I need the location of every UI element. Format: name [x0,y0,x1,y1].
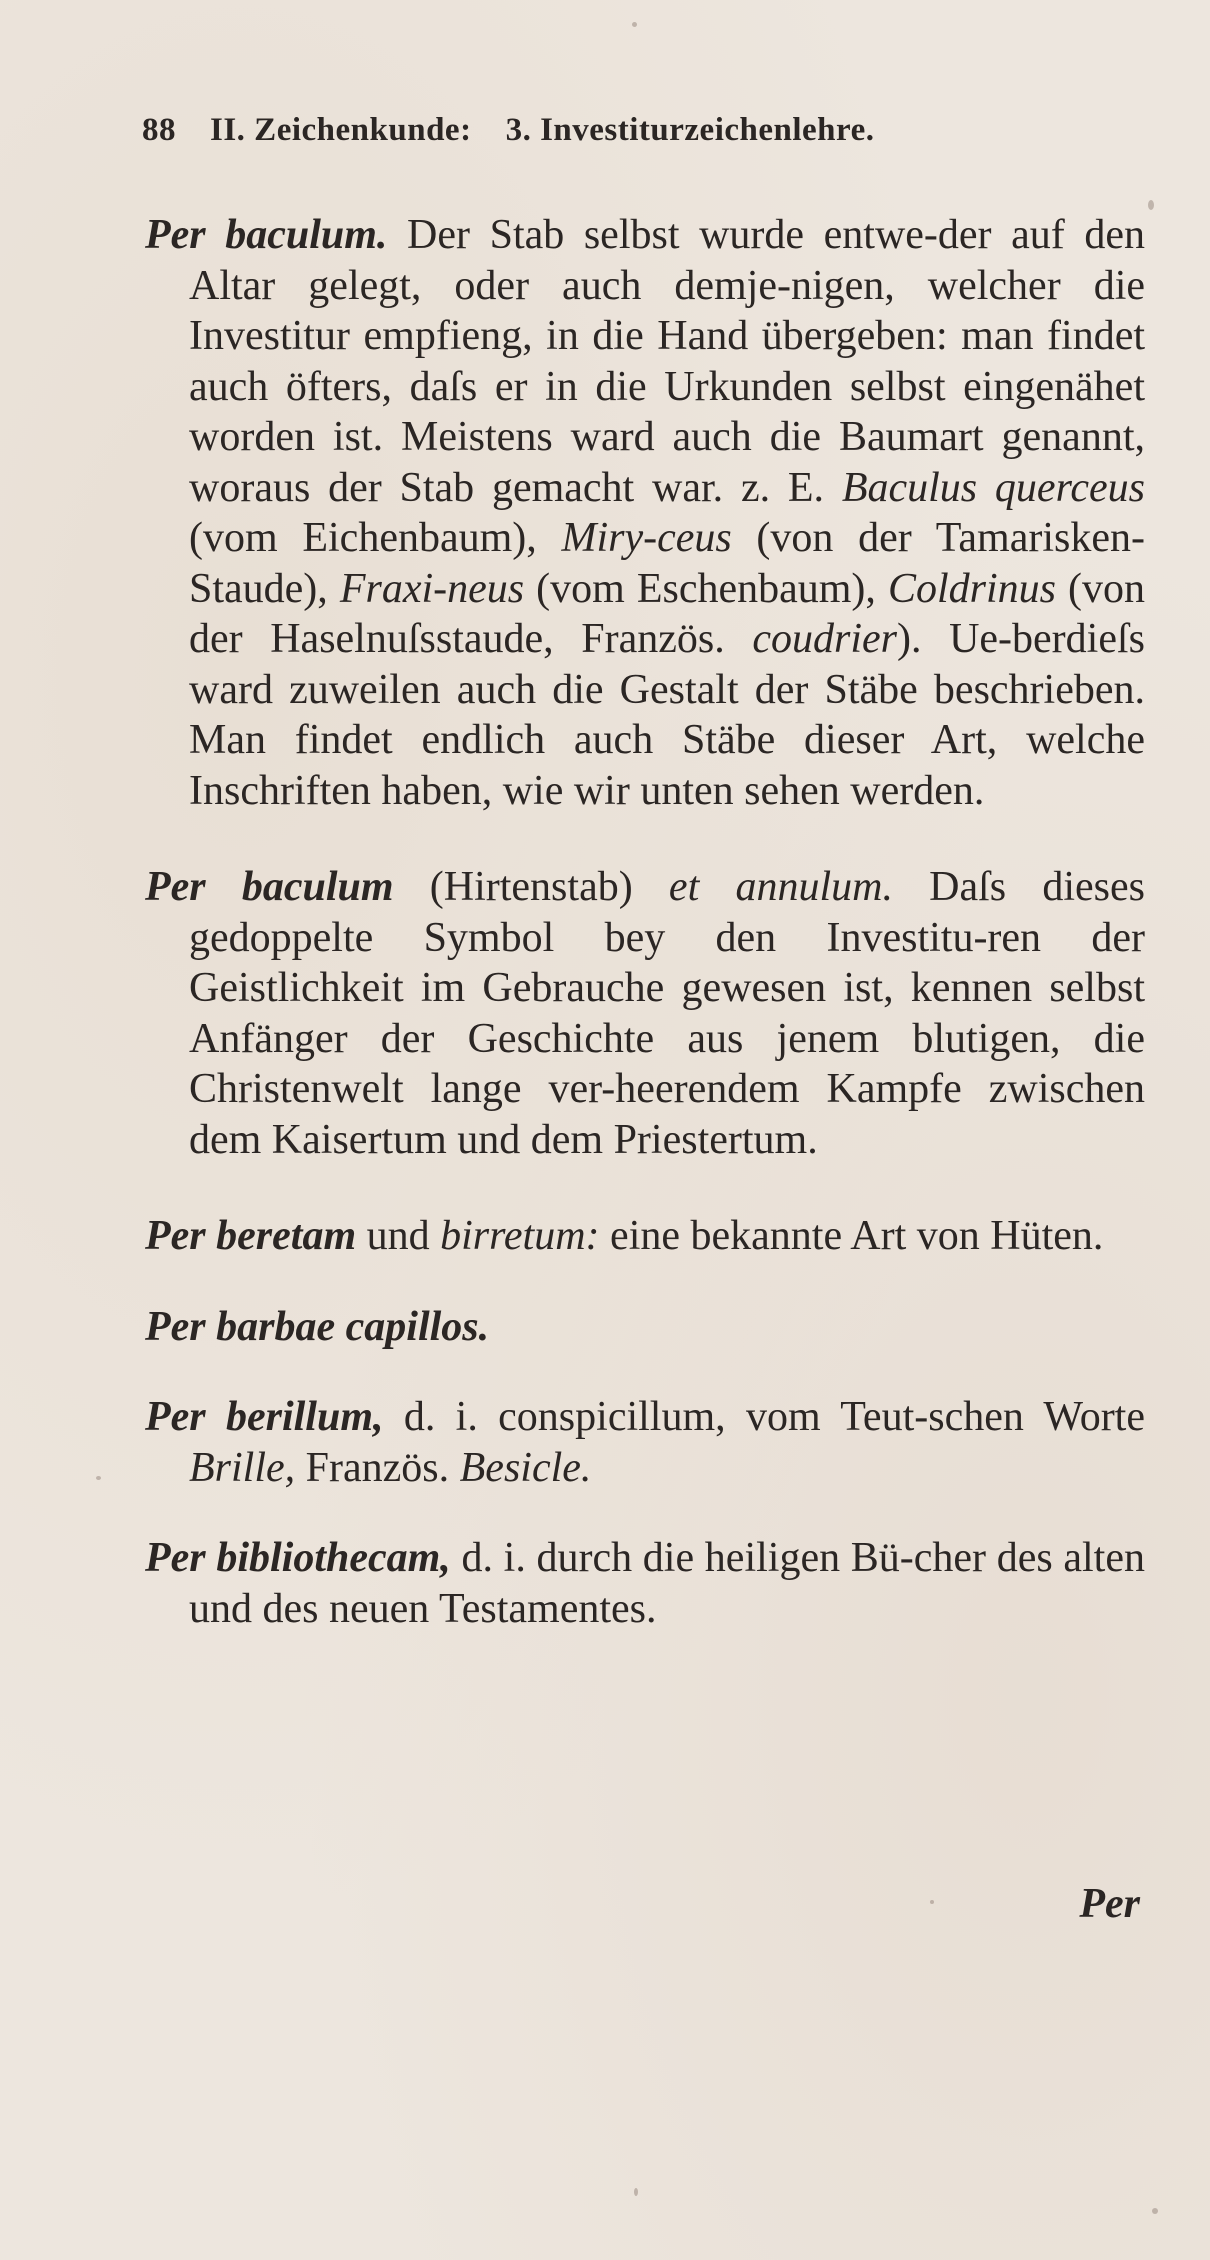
entry-text-italic: Coldrinus [887,565,1056,612]
entry-per-baculum-et-annulum [145,862,1145,1165]
entry-lemma: Per berillum, [145,1394,384,1440]
paper-speck [632,22,637,27]
entry-per-beretam [145,1211,1145,1262]
entry-text: Französ. [295,1444,460,1491]
entry-text: (vom Eschenbaum), [524,565,888,612]
entry-lemma: Per beretam [145,1213,357,1259]
entry-text: und [356,1213,441,1259]
entry-lemma: Per baculum [145,864,394,910]
entry-text: d. i. conspicillum, vom Teut-schen Worte [383,1394,1145,1440]
entry-text-italic: coudrier [752,616,897,662]
catchword: Per [1079,1881,1140,1927]
entry-text: eine bekannte Art von Hüten. [599,1213,1104,1259]
entry-text: (von der Tamarisken-Staude), [189,515,1145,612]
paper-speck [1152,2208,1158,2214]
entry-lemma: Per baculum. [145,212,388,258]
entry-text: (Hirtenstab) [393,864,669,910]
entry-text-italic: Brille, [189,1444,296,1491]
entry-text-italic: Miry-ceus [561,515,732,561]
entry-text-italic: et annulum. [668,864,893,910]
text-body [145,210,1145,1680]
paper-speck [930,1900,934,1904]
entry-text: d. i. durch die heiligen Bü-cher des alten und des neuen Testamentes. [189,1535,1145,1632]
entry-text-italic: birretum: [440,1213,600,1259]
entry-text: ). Ue-berdieſs ward zuweilen auch die Gestalt der Stäbe beschrieben. Man findet endlich auch Stäbe dieser Art, welche Inschriften haben, wie wir unten sehen werden. [189,616,1145,814]
entry-per-baculum [145,210,1145,816]
entry-per-bibliothecam [145,1533,1145,1634]
entry-per-berillum [145,1392,1145,1493]
entry-text: Daſs dieses gedoppelte Symbol bey den Investitu-ren der Geistlichkeit im Gebrauche gewesen ist, kennen selbst Anfänger der Geschichte aus jenem blutigen, die Christenwelt lange ver-heerendem Kampfe zwischen dem Kaisertum und dem Priestertum. [189,864,1146,1163]
entry-text: (von der Haselnuſsstaude, Französ. [189,565,1145,662]
entry-text-italic: Besicle. [459,1444,592,1491]
paper-speck [96,1476,101,1480]
paper-speck [634,2188,638,2196]
entry-text-italic: Fraxi-neus [339,565,525,612]
paper-speck [1148,200,1154,210]
entry-text: Der Stab selbst wurde entwe-der auf den Altar gelegt, oder auch demje-nigen, welcher die Investitur empfieng, in die Hand übergeben: man findet auch öfters, daſs er in die Urkunden selbst eingenähet worden ist. Meistens ward auch die Baumart genannt, woraus der Stab gemacht war. z. E. [189,212,1145,511]
running-head [142,112,1042,149]
entry-per-barbae-capillos [145,1302,1145,1353]
subsection-title: 3. Investiturzeichenlehre. [505,112,875,148]
entry-lemma: Per barbae capillos. [145,1303,490,1350]
section-title: II. Zeichenkunde: [210,112,472,148]
entry-lemma: Per bibliothecam, [145,1535,451,1581]
page-number: 88 [142,112,176,148]
entry-text: (vom Eichenbaum), [189,515,562,561]
entry-text-italic: Baculus querceus [841,464,1145,511]
